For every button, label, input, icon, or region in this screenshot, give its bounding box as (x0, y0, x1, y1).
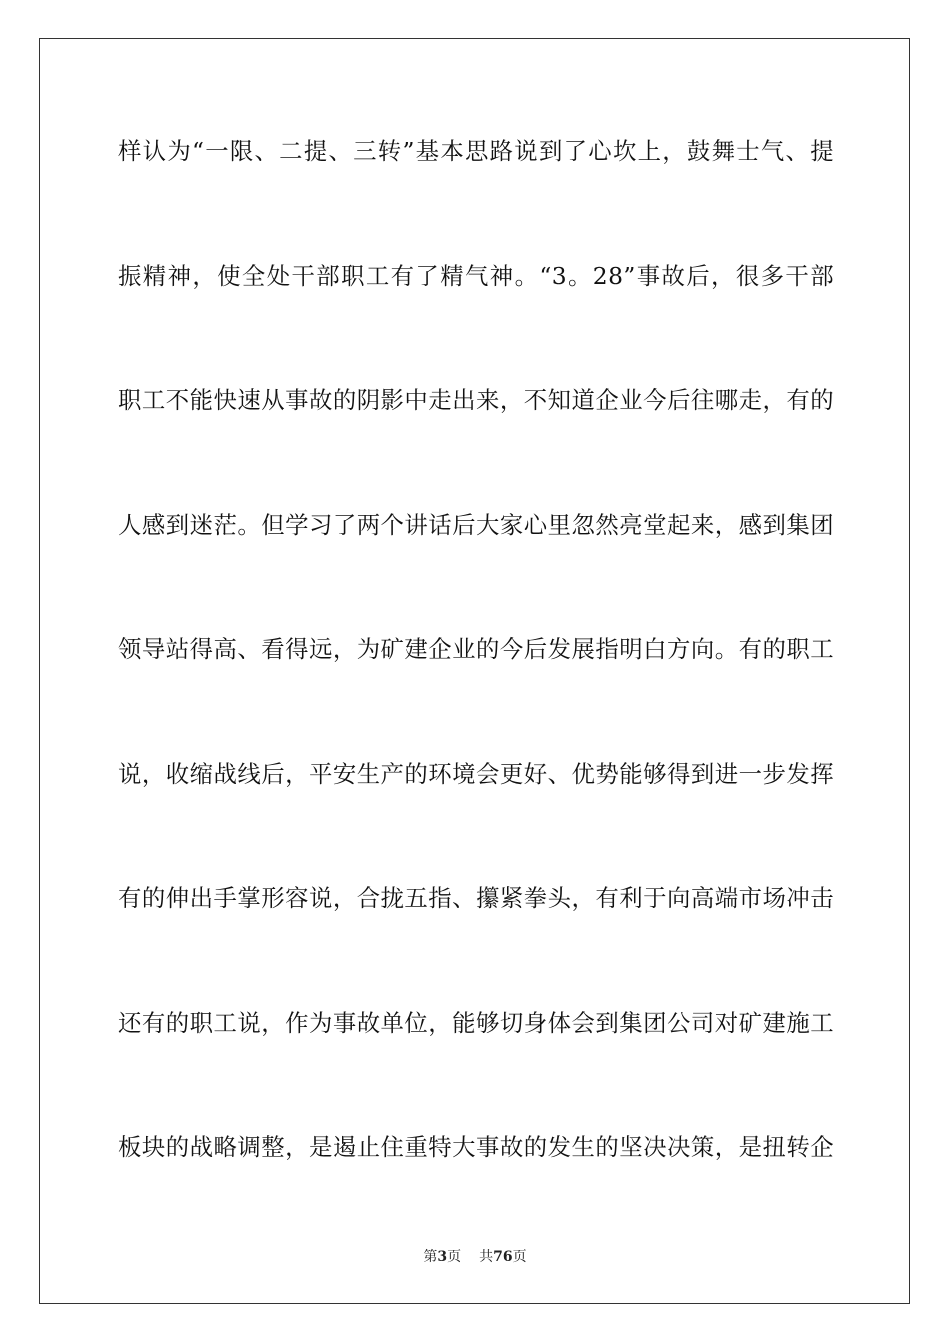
text-line: 还有的职工说，作为事故单位，能够切身体会到集团公司对矿建施工 (118, 1008, 834, 1037)
text-line: 领导站得高、看得远，为矿建企业的今后发展指明白方向。有的职工 (118, 635, 834, 663)
total-pages: 76 (493, 1249, 513, 1265)
text-line: 人感到迷茫。但学习了两个讲话后大家心里忽然亮堂起来，感到集团 (118, 510, 834, 539)
text-line: 样认为“一限、二提、三转”基本思路说到了心坎上，鼓舞士气、提 (118, 137, 834, 165)
text-line: 板块的战略调整，是遏止住重特大事故的发生的坚决决策，是扭转企 (118, 1133, 834, 1161)
page-number: 3 (437, 1249, 448, 1265)
page-footer (0, 1248, 950, 1266)
total-suffix: 页 (512, 1249, 527, 1265)
page-prefix: 第 (423, 1249, 438, 1265)
text-line: 有的伸出手掌形容说，合拢五指、攥紧拳头，有利于向高端市场冲击 (118, 884, 834, 912)
text-line: 振精神，使全处干部职工有了精气神。“3。28”事故后，很多干部 (118, 261, 834, 290)
document-body (118, 120, 834, 1241)
total-prefix: 共 (479, 1249, 494, 1265)
text-line: 说，收缩战线后，平安生产的环境会更好、优势能够得到进一步发挥 (118, 759, 834, 788)
text-line: 职工不能快速从事故的阴影中走出来，不知道企业今后往哪走，有的 (118, 386, 834, 414)
page-suffix: 页 (447, 1249, 462, 1265)
